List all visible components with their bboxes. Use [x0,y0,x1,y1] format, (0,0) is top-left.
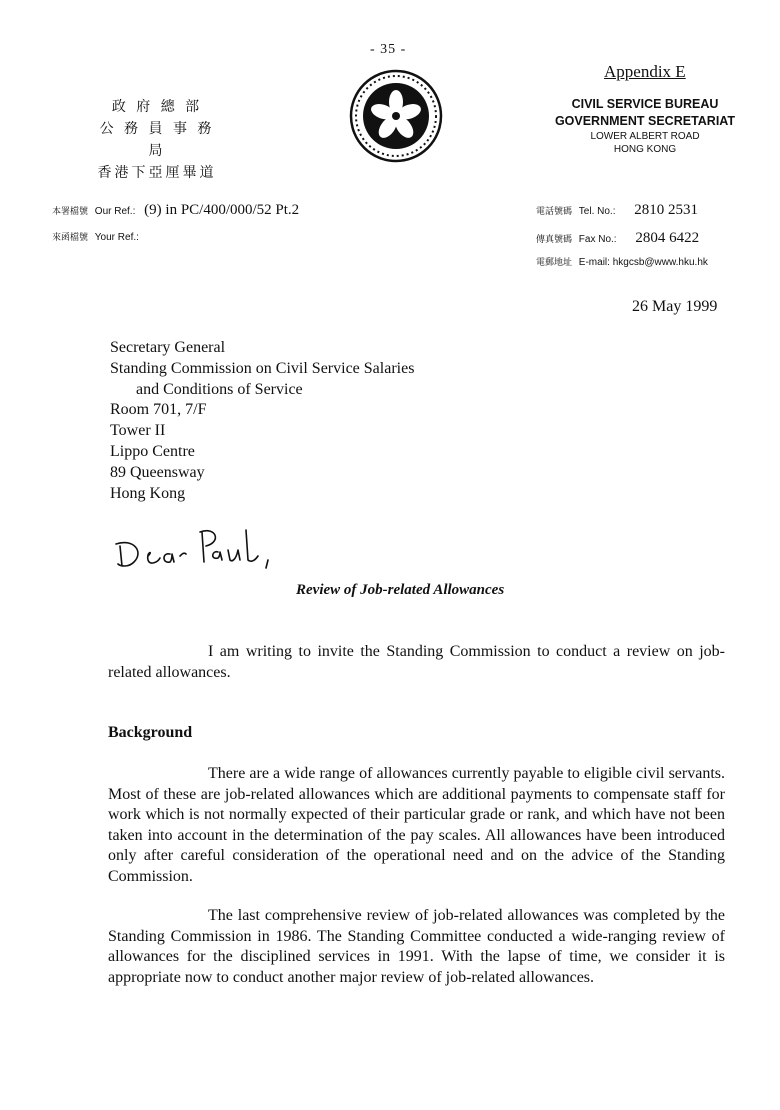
chinese-letterhead [92,96,222,184]
tel-zh: 電話號碼 [536,207,573,217]
secretariat-name: GOVERNMENT SECRETARIAT [554,114,736,128]
recipient-line: Standing Commission on Civil Service Salaries [110,359,415,377]
tel-label: Tel. No.: [578,206,616,217]
appendix-label: Appendix E [604,62,686,81]
our-ref-value: (9) in PC/400/000/52 Pt.2 [144,202,300,218]
our-ref-row [52,202,299,219]
body-paragraph-2: The last comprehensive review of job-related allowances was completed by the Standing Commission in 1986. The Standing Committee conducted a wide-ranging review of allowances for the disciplined services in 1991. With the lapse of time, we consider it is appropriate now to conduct another major review of job-related allowances. [108,907,725,986]
email-zh: 電郵地址 [536,258,573,268]
zh-line-1: 政 府 總 部 [111,99,203,115]
fax-row [536,230,699,247]
handwritten-salutation [112,522,292,574]
tel-value: 2810 2531 [634,202,699,218]
section-heading: Background [108,724,193,741]
letter-subject: Review of Job-related Allowances [296,582,505,598]
address-line-2: HONG KONG [613,144,677,155]
recipient-line: Hong Kong [110,484,186,502]
our-ref-zh: 本署檔號 [52,207,89,217]
email-label: E-mail: [578,257,610,268]
fax-zh: 傳真號碼 [536,235,573,245]
your-ref-row [52,230,139,243]
zh-line-2: 公 務 員 事 務 局 [99,121,215,159]
body-paragraph-1: There are a wide range of allowances currently payable to eligible civil servants. Most of these are job-related allowances which are additional payments to compensate staff for work which is not normally expected of their particular grade or rank, and which have not been taken into account in the determination of the pay scales. All allowances have been introduced only after careful consideration of the operational need and on the advice of the Standing Commission. [108,765,725,885]
english-letterhead [540,96,750,156]
page-number: - 35 - [370,42,407,57]
bureau-name: CIVIL SERVICE BUREAU [571,97,719,111]
address-line-1: LOWER ALBERT ROAD [590,131,700,142]
recipient-address [110,338,414,504]
recipient-line: Lippo Centre [110,442,195,460]
tel-row [536,202,698,219]
recipient-line: Room 701, 7/F [110,401,207,419]
our-ref-label: Our Ref.: [94,206,136,217]
recipient-line: and Conditions of Service [136,380,303,398]
hong-kong-emblem-icon [348,68,444,164]
intro-paragraph: I am writing to invite the Standing Commission to conduct a review on job-related allowances. [108,643,725,681]
your-ref-label: Your Ref.: [94,232,139,243]
your-ref-zh: 來函檔號 [52,233,89,243]
recipient-line: 89 Queensway [110,463,205,481]
recipient-line: Tower II [110,422,166,440]
email-row [536,255,708,268]
fax-label: Fax No.: [578,234,617,245]
letter-date: 26 May 1999 [632,298,718,315]
zh-line-3: 香港下亞厘畢道 [97,165,217,181]
fax-value: 2804 6422 [635,230,700,246]
recipient-line: Secretary General [110,339,226,356]
email-value: hkgcsb@www.hku.hk [612,257,708,268]
